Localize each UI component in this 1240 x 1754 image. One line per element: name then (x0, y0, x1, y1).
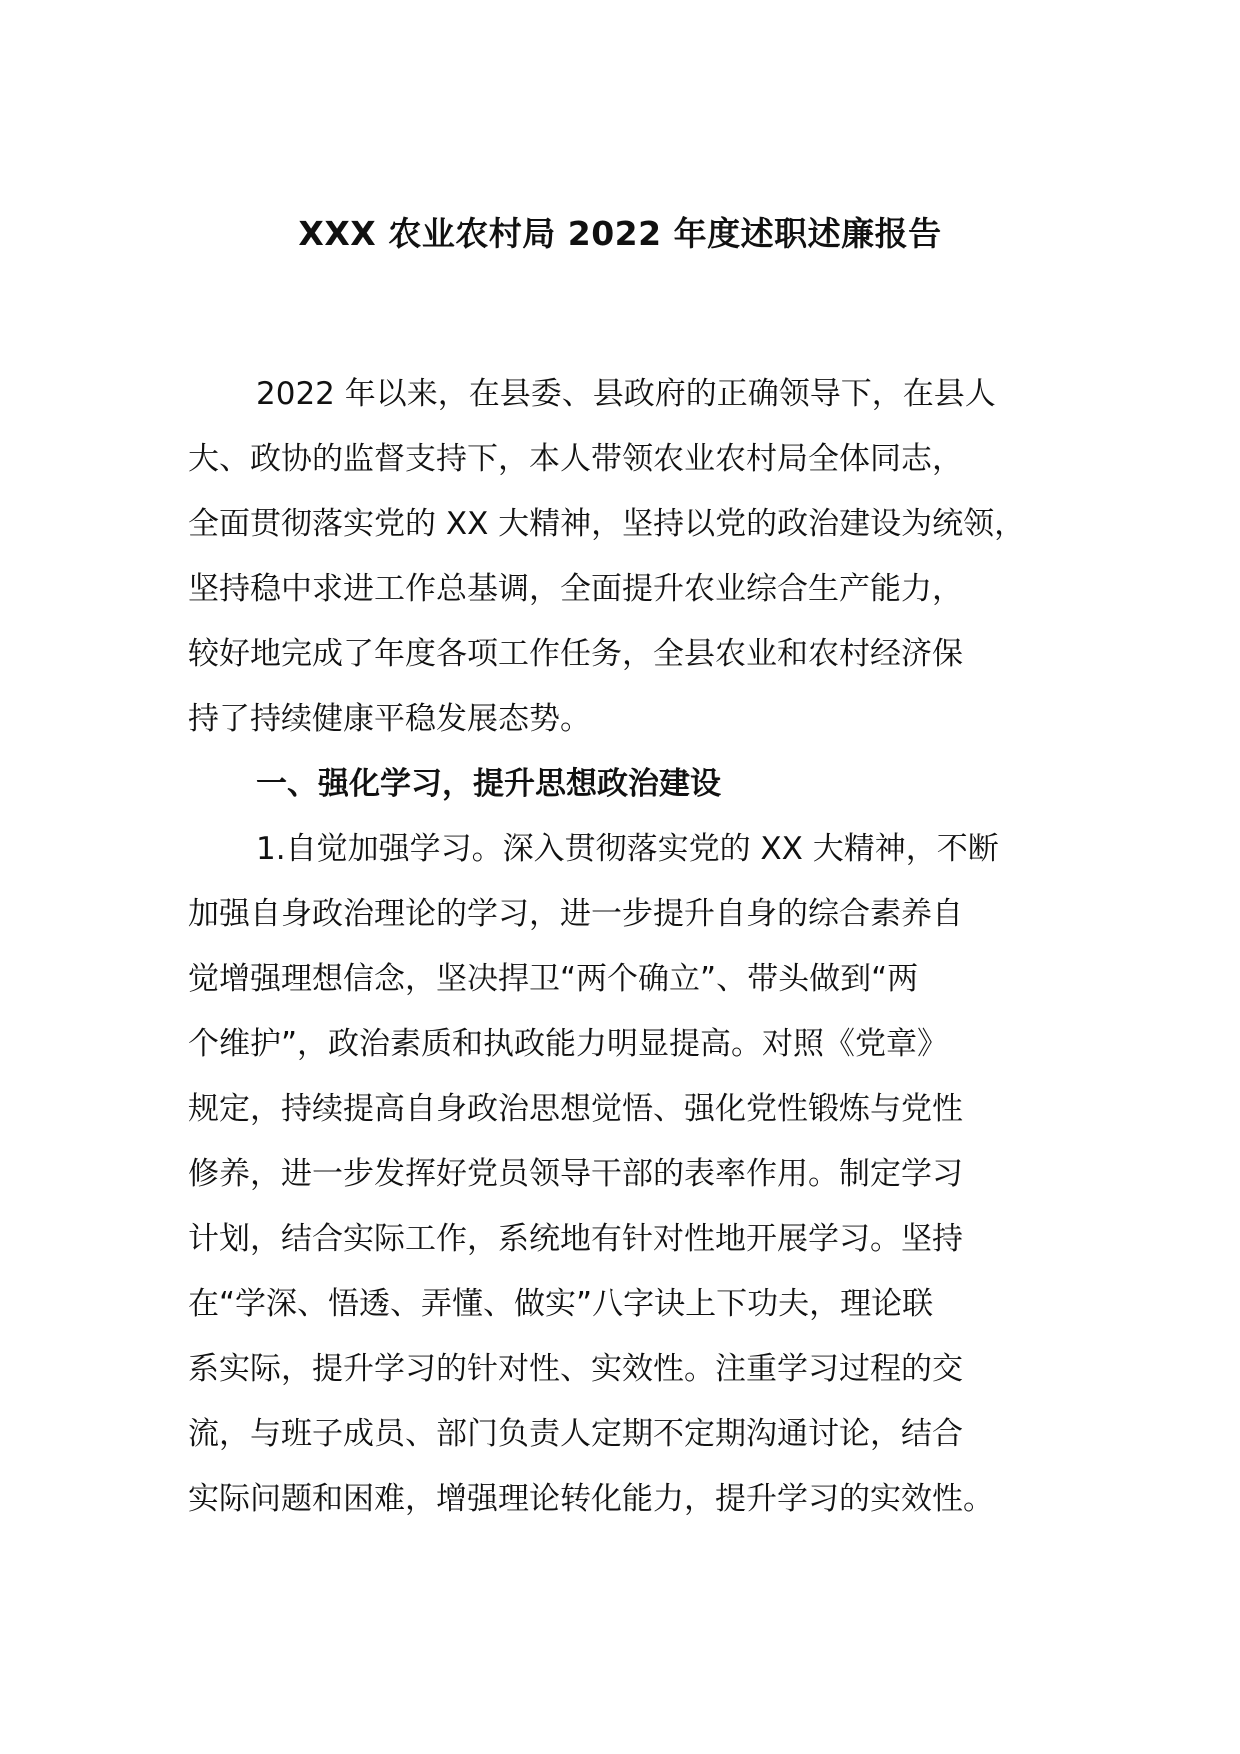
paragraph-line: 加强自身政治理论的学习，进一步提升自身的综合素养自 (188, 896, 963, 932)
section-paragraph (188, 817, 1088, 1532)
paragraph-line: 持了持续健康平稳发展态势。 (188, 701, 591, 737)
paragraph-line: 在“学深、悟透、弄懂、做实”八字诀上下功夫，理论联 (188, 1286, 934, 1322)
paragraph-line: 流，与班子成员、部门负责人定期不定期沟通讨论，结合 (188, 1416, 963, 1452)
paragraph-line: 2022 年以来，在县委、县政府的正确领导下，在县人 (256, 376, 996, 412)
paragraph-line: 觉增强理想信念，坚决捍卫“两个确立”、带头做到“两 (188, 961, 919, 997)
paragraph-line: 较好地完成了年度各项工作任务，全县农业和农村经济保 (188, 636, 963, 672)
section-heading-text: 一、强化学习，提升思想政治建设 (256, 766, 721, 802)
document-title: XXX 农业农村局 2022 年度述职述廉报告 (298, 214, 942, 253)
paragraph-line: 系实际，提升学习的针对性、实效性。注重学习过程的交 (188, 1351, 963, 1387)
paragraph-line: 坚持稳中求进工作总基调，全面提升农业综合生产能力， (188, 571, 963, 607)
paragraph-line: 修养，进一步发挥好党员领导干部的表率作用。制定学习 (188, 1156, 963, 1192)
paragraph-line: 实际问题和困难，增强理论转化能力，提升学习的实效性。 (188, 1481, 994, 1517)
paragraph-line: 个维护”，政治素质和执政能力明显提高。对照《党章》 (188, 1026, 949, 1062)
paragraph-line: 规定，持续提高自身政治思想觉悟、强化党性锻炼与党性 (188, 1091, 963, 1127)
paragraph-line: 1.自觉加强学习。深入贯彻落实党的 XX 大精神，不断 (256, 831, 999, 867)
intro-paragraph (188, 362, 1088, 752)
paragraph-line: 全面贯彻落实党的 XX 大精神，坚持以党的政治建设为统领， (188, 506, 1026, 542)
paragraph-line: 计划，结合实际工作，系统地有针对性地开展学习。坚持 (188, 1221, 963, 1257)
paragraph-line: 大、政协的监督支持下，本人带领农业农村局全体同志， (188, 441, 963, 477)
section-heading (188, 752, 1088, 817)
